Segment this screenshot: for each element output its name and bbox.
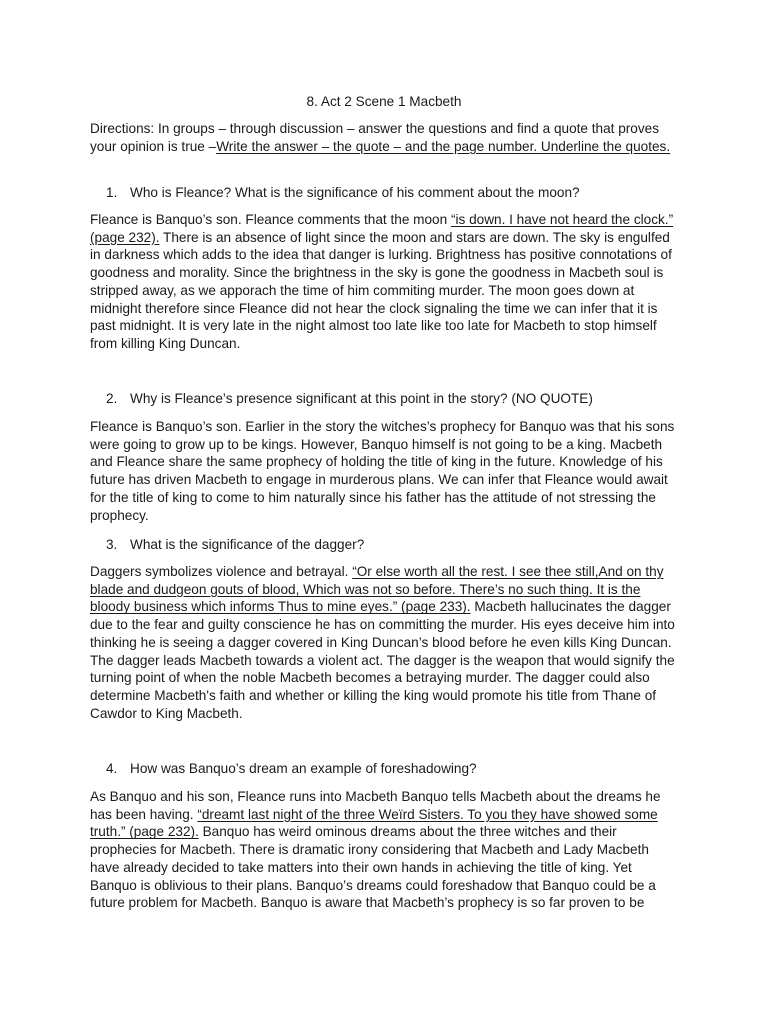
question-2 bbox=[106, 390, 678, 408]
answer-text: There is an absence of light since the moon and stars are down. The sky is engulfed in darkness which adds to the idea that danger is lurking. Brightness has positive connotations of goodness and morality. Since the brightness in the sky is gone the goodness in Macbeth soul is stripped away, as we apporach the time of him commiting murder. The moon goes down at midnight therefore since Fleance did not hear the clock signaling the time we can infer that it is past midnight. It is very late in the night almost too late like too late for Macbeth to stop himself from killing King Duncan. bbox=[90, 229, 672, 351]
answer-text: As Banquo and his son, Fleance runs into Macbeth Banquo tells Macbeth about the dreams he has been having. bbox=[90, 789, 661, 822]
directions-underlined: Write the answer – the quote – and the page number. Underline the quotes. bbox=[216, 138, 671, 154]
question-3 bbox=[106, 536, 678, 554]
answer-1 bbox=[90, 211, 678, 353]
question-1 bbox=[106, 184, 678, 202]
question-number: 4. bbox=[106, 761, 118, 776]
answer-text: Macbeth hallucinates the dagger due to the fear and guilty conscience he has on committing the murder. His eyes deceive him into thinking he is seeing a dagger covered in King Duncan’s blood before he even kills King Duncan. The dagger leads Macbeth towards a violent act. The dagger is the weapon that would signify the turning point of when the noble Macbeth becomes a betraying murder. The dagger could also determine Macbeth's faith and whether or killing the king would promote his title from Thane of Cawdor to King Macbeth. bbox=[90, 599, 675, 721]
answer-quote: “dreamt last night of the three Weïrd Sisters. To you they have showed some truth.” (page 232). bbox=[90, 806, 658, 840]
answer-text: Fleance is Banquo’s son. Earlier in the story the witches’s prophecy for Banquo was that his sons were going to grow up to be kings. However, Banquo himself is not going to be a king. Macbeth and Fleance share the same prophecy of holding the title of king in the future. Knowledge of his future has driven Macbeth to engage in murderous plans. We can infer that Fleance would await for the title of king to come to him naturally since his father has the attitude of not stressing the prophecy. bbox=[90, 419, 675, 523]
question-text: What is the significance of the dagger? bbox=[130, 537, 365, 552]
directions-paragraph bbox=[90, 120, 678, 155]
question-text: Why is Fleance’s presence significant at this point in the story? (NO QUOTE) bbox=[130, 391, 593, 406]
question-number: 2. bbox=[106, 391, 118, 406]
directions-text: Directions: In groups – through discussion – answer the questions and find a quote that proves your opinion is true – bbox=[90, 121, 660, 154]
answer-quote: “Or else worth all the rest. I see thee still,And on thy blade and dudgeon gouts of blood, Which was not so before. There’s no such thing. It is the bloody business which informs Thus to mine eyes.” (page 233). bbox=[90, 564, 664, 615]
question-number: 1. bbox=[106, 185, 118, 200]
answer-text: Fleance is Banquo’s son. Fleance comments that the moon bbox=[90, 212, 451, 227]
question-number: 3. bbox=[106, 537, 118, 552]
answer-2 bbox=[90, 418, 678, 524]
answer-4 bbox=[90, 788, 678, 912]
question-text: How was Banquo’s dream an example of foreshadowing? bbox=[130, 761, 477, 776]
answer-text: Banquo has weird ominous dreams about the three witches and their prophecies for Macbeth. There is dramatic irony considering that Macbeth and Lady Macbeth have already decided to take matters into their own hands in achieving the title of king. Yet Banquo is oblivious to their plans. Banquo’s dreams could foreshadow that Banquo could be a future problem for Macbeth. Banquo is aware that Macbeth’s prophecy is so far proven to be bbox=[90, 824, 656, 911]
page-title: 8. Act 2 Scene 1 Macbeth bbox=[306, 94, 462, 109]
answer-quote: “is down. I have not heard the clock.” (page 232). bbox=[90, 212, 674, 245]
question-4 bbox=[106, 760, 678, 778]
answer-text: Daggers symbolizes violence and betrayal. bbox=[90, 564, 353, 579]
question-text: Who is Fleance? What is the significance of his comment about the moon? bbox=[130, 185, 580, 200]
answer-3 bbox=[90, 563, 678, 722]
